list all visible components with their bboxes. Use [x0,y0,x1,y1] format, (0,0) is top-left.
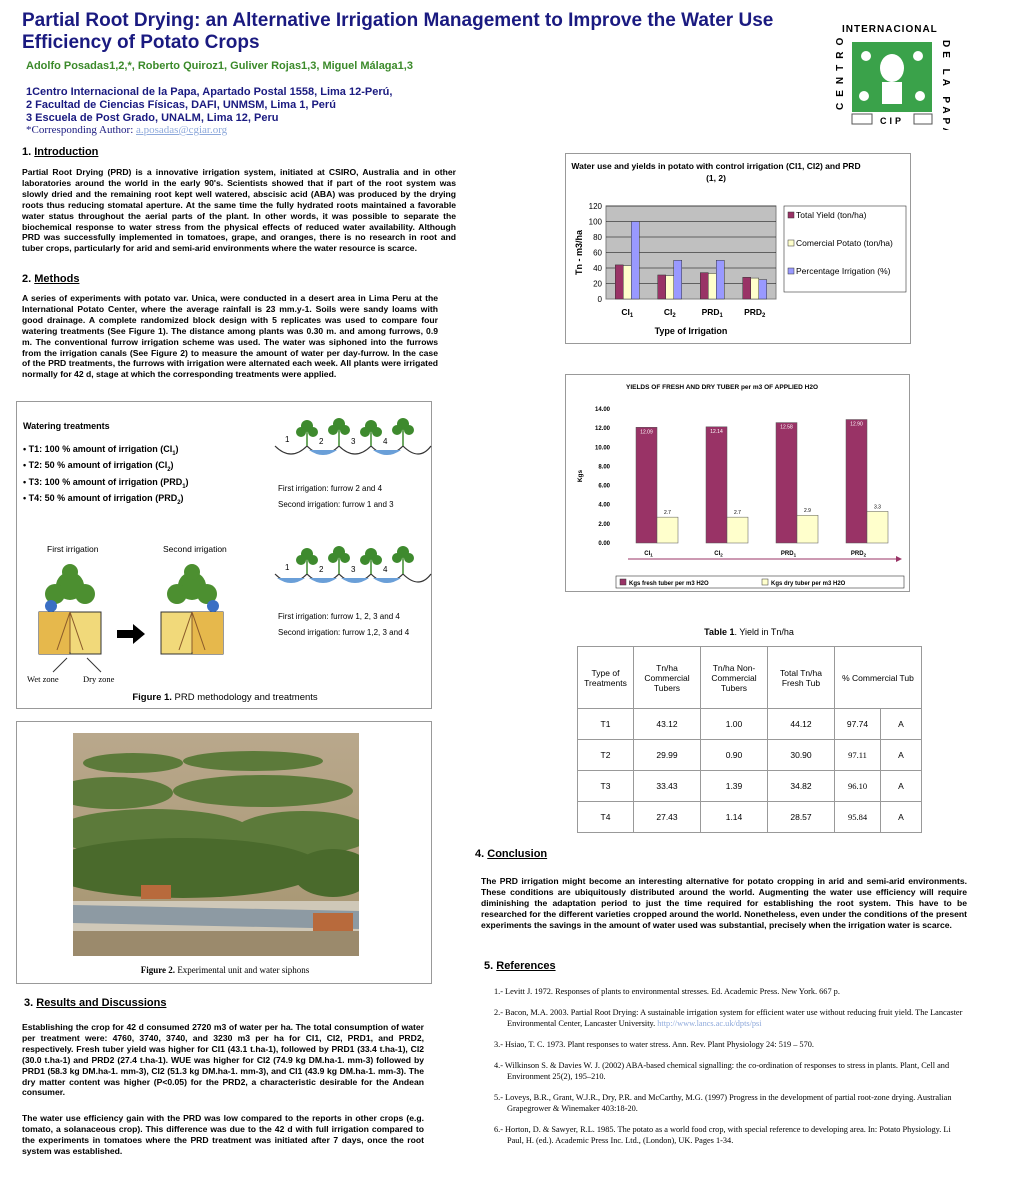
reference-item: 6.- Horton, D. & Sawyer, R.L. 1985. The potato as a world food crop, with special reference to developing area. In: Potato Physiology. Li Paul, H. (ed.). Academic Press Inc. Ltd., (London), UK. Pages 1-34. [494,1125,951,1145]
furrow-number-1: 1 [285,435,290,444]
chart2-x-tick-label: $CI_1$ [644,551,653,558]
cip-logo [830,10,960,130]
chart1-legend-swatch [788,212,794,218]
chart1-legend-label: Percentage Irrigation (%) [796,266,891,276]
chart2-bar-0 [846,420,867,543]
figure-1-caption: Figure 1. PRD methodology and treatments [132,692,318,703]
chart2-bar-1 [797,515,818,543]
yield-table [577,646,922,833]
chart2-legend-swatch [762,579,768,585]
chart1-y-tick-label: 0 [597,295,602,304]
logo-text-right: DE LA PAPA [940,40,951,130]
chart2-legend-label: Kgs fresh tuber per m3 H2O [629,581,709,587]
furrow-number-2: 2 [319,437,324,446]
chart2-data-label: 2.7 [734,510,741,517]
table-header: % Commercial Tub [835,647,922,709]
chart1-bar-2 [759,280,767,299]
chart1-bar-2 [716,260,724,299]
chart1-x-tick-label: $PRD_2$ [744,307,766,319]
intro-heading-label: Introduction [34,146,99,158]
chart2-title: YIELDS OF FRESH AND DRY TUBER per m3 OF APPLIED H2O [625,384,819,391]
prd-note-second: Second irrigation: furrow 1 and 3 [278,500,394,509]
wet-zone-label: Wet zone [27,674,59,684]
chart1-x-axis-label: Type of Irrigation [654,326,728,336]
chart1-legend-label: Total Yield (ton/ha) [796,210,867,220]
furrow-number-2b: 2 [319,565,324,574]
furrow-diagram-ci [273,534,433,594]
table-row: T4 27.43 1.14 28.57 95.84 A [578,802,922,833]
chart2-bar-1 [727,517,748,543]
field-photo [73,733,359,956]
chart1-bar-0 [743,277,751,299]
chart1-legend-swatch [788,268,794,274]
figure-2-caption: Figure 2. Experimental unit and water siphons [140,965,310,975]
chart1-bar-1 [708,273,716,299]
chart1-bar-0 [700,273,708,299]
furrow-number-4b: 4 [383,565,388,574]
conclusion-text: The PRD irrigation might become an interesting alternative for potato cropping in arid and semi-arid environments. These conditions are ubiquitously distributed around the world. Augmenting the water use efficiency will require diminishing the adaptation period to just the time required for establishing the root system. This have to be researched for the different varieties cropped around the world. Nonetheless, even under the conditions of the present experiments the savings in the amount of water used was substantial, precisely when the irrigation water is scarce. [481,876,967,930]
chart2-y-tick-label: 8.00 [598,464,610,471]
chart1-legend-swatch [788,240,794,246]
chart1-bar-2 [631,222,639,300]
results-paragraph-2: The water use efficiency gain with the PRD was low compared to the reports in other crops (e.g. tomato, a solanaceous crop). This difference was due to the 42 d with full irrigation compared to the experiments in tomatoes where the PRD treatment was initiated after 7 days, once the root system was established. [22,1113,424,1156]
chart2-legend-swatch [620,579,626,585]
chart2-y-tick-label: 4.00 [598,502,610,509]
chart2-data-label: 3.3 [874,504,881,511]
chart1-title: Water use and yields in potato with control irrigation (CI1, CI2) and PRD (1, 2) [571,161,861,183]
chart2-y-tick-label: 14.00 [594,407,610,413]
chart2-bar-1 [867,511,888,543]
chart2-plot [566,375,911,593]
chart2-y-tick-label: 10.00 [594,445,610,452]
intro-heading: 1. Introduction [22,146,99,158]
references-list [494,986,964,1156]
chart2-data-label: 2.7 [664,510,671,517]
methods-heading: 2. Methods [22,273,80,285]
furrow-number-3: 3 [351,437,356,446]
affiliations [26,86,392,125]
chart2-x-tick-label: $PRD_1$ [780,551,797,558]
intro-text: Partial Root Drying (PRD) is a innovative irrigation system, initiated at CSIRO, Australia and in other laboratories around the world in the early 90's. Scientists showed that if part of the root system was slowly dried and the remaining root kept well watered, abscisic acid (ABA) was produced by the drying roots thus reducing stomatal aperture. At the same time the fully hydrated roots maintained a favorable water status throughout the aerial parts of the plant. In other words, it was possible to separate the biochemical response to water stress from the physical effects of reduced water availability. Although PRD was successfully implemented in tomatoes, grape, and oranges, there is no research in root and tuber crops, particularly for arid and semi-arid environments where the water resource is scarce. [22,167,456,254]
treatment-t4: • T4: 50 % amount of irrigation $(PRD_2)$ [23,492,184,506]
chart1-legend-label: Comercial Potato (ton/ha) [796,238,893,248]
furrow-number-4: 4 [383,437,388,446]
dry-zone-label: Dry zone [83,674,115,684]
yield-per-water-chart [565,374,910,592]
figure-2 [16,721,432,984]
chart2-bar-0 [636,427,657,543]
chart2-data-label: 12.58 [780,424,793,431]
furrow-diagram-prd [273,406,433,466]
chart2-y-axis-label: Kgs [577,469,584,483]
treatment-list [23,444,189,509]
chart1-y-tick-label: 40 [593,264,602,273]
treatment-t3: • T3: 100 % amount of irrigation $(PRD_1)$ [23,476,189,490]
methods-heading-label: Methods [34,273,80,285]
reference-item: 5.- Loveys, B.R., Grant, W.J.R., Dry, P.R. and McCarthy, M.G. (1997) Progress in the development of partial root-zone drying. Australian Grapegrower & Winemaker 403:18-20. [494,1093,952,1113]
results-heading-label: Results and Discussions [36,997,167,1009]
references-heading-label: References [496,960,556,972]
table-header: Tn/ha Commercial Tubers [634,647,701,709]
chart2-bar-0 [706,427,727,543]
reference-item: 1.- Levitt J. 1972. Responses of plants to environmental stresses. Ed. Academic Press. New York. 667 p. [494,987,840,996]
table-header: Total Tn/ha Fresh Tub [768,647,835,709]
reference-link[interactable]: http://www.lancs.ac.uk/dpts/psi [657,1019,762,1028]
table-1-caption: Table 1. Yield in Tn/ha [704,627,794,637]
table-row: T2 29.99 0.90 30.90 97.11 A [578,740,922,771]
second-irrigation-label: Second irrigation [163,544,227,554]
logo-text-bottom: CIP [880,116,905,126]
chart2-y-tick-label: 2.00 [598,521,610,528]
treatment-t1: • T1: 100 % amount of irrigation $(CI_1)$ [23,444,179,457]
table-header: Type of Treatments [578,647,634,709]
conclusion-heading-label: Conclusion [487,848,548,860]
chart2-y-tick-label: 12.00 [594,426,610,433]
chart1-bar-1 [666,276,674,299]
chart1-bar-1 [623,266,631,299]
table-header: Tn/ha Non-Commercial Tubers [701,647,768,709]
chart2-data-label: 12.09 [640,429,653,436]
ci-note-first: First irrigation: furrow 1, 2, 3 and 4 [278,612,400,621]
chart2-arrow-head [896,556,902,562]
corresponding-author [26,124,227,136]
watering-treatments-title: Watering treatments [23,421,110,431]
chart1-bar-0 [615,265,623,299]
furrow-number-3b: 3 [351,565,356,574]
chart2-data-label: 12.14 [710,428,723,435]
prd-note-first: First irrigation: furrow 2 and 4 [278,484,383,493]
chart1-bar-1 [751,278,759,299]
chart1-y-tick-label: 100 [588,217,602,227]
chart1-x-tick-label: $CI_2$ [663,307,676,319]
chart1-y-tick-label: 120 [588,202,602,211]
affiliation-1: 1Centro Internacional de la Papa, Apartado Postal 1558, Lima 12-Perú, [26,86,393,98]
chart2-y-tick-label: 6.00 [598,483,610,490]
affiliation-2: 2 Facultad de Ciencias Físicas, DAFI, UNMSM, Lima 1, Perú [26,99,336,111]
chart2-legend-label: Kgs dry tuber per m3 H2O [771,581,846,587]
conclusion-heading: 4. Conclusion [475,848,548,860]
affiliation-3: 3 Escuela de Post Grado, UNALM, Lima 12, Peru [26,112,279,124]
chart2-y-tick-label: 0.00 [598,541,610,547]
reference-item: 4.- Wilkinson S. & Davies W. J. (2002) ABA-based chemical signalling: the co-ordination of responses to stress in plants. Plant, Cell and Environment 25(2), 195–210. [494,1061,950,1081]
chart2-bar-1 [657,517,678,543]
first-irrigation-label: First irrigation [47,544,99,554]
chart1-y-tick-label: 80 [593,233,602,242]
chart1-bar-0 [658,275,666,299]
chart1-y-axis-label: Tn - m3/ha [574,229,584,276]
corresponding-email-link[interactable]: a.posadas@cgiar.org [136,124,228,136]
references-heading: 5. References [484,960,556,972]
zone-pointers [27,656,127,676]
root-zone-diagram [35,562,255,662]
chart2-x-tick-label: $CI_2$ [714,551,723,558]
methods-text: A series of experiments with potato var. Unica, were conducted in a desert area in Lima Peru at the International Potato Center, where the average rainfall is 23 mm.y-1. Soils were sandy loams with good drainage. A complete randomized block design with 5 replicates was used to compare four watering treatments (See Figure 1). The distance among plants was 0.30 m. and among furrows, 0.9 m. The conventional furrow irrigation scheme was used. The water was siphoned into the furrows from the irrigation canals (See Figure 2) to measure the amount of water per day-furrow. In the case of the PRD treatments, the furrows with irrigation were alternated each week. All plants were irrigated normally for 42 d, stage at which the corresponding treatments were applied. [22,293,438,380]
water-use-chart [565,153,911,344]
reference-item: 2.- Bacon, M.A. 2003. Partial Root Drying: A sustainable irrigation system for efficient water use without reducing fruit yield. The Lancaster Environmental Center, Lancaster University. http://www.lancs.ac.uk/dpts/psi [494,1008,963,1028]
logo-text-top: INTERNACIONAL [842,24,938,35]
chart1-x-tick-label: $PRD_1$ [701,307,723,319]
chart2-bar-0 [776,423,797,543]
chart2-x-tick-label: $PRD_2$ [850,551,867,558]
corresponding-label: *Corresponding Author: [26,124,134,136]
results-heading: 3. Results and Discussions [24,997,167,1009]
chart1-y-tick-label: 20 [593,279,602,289]
chart2-data-label: 12.90 [850,421,863,428]
figure-1 [16,401,432,709]
authors: Adolfo Posadas1,2,*, Roberto Quiroz1, Guliver Rojas1,3, Miguel Málaga1,3 [26,60,413,72]
ci-note-second: Second irrigation: furrow 1,2, 3 and 4 [278,628,410,637]
table-row: T1 43.12 1.00 44.12 97.74 A [578,709,922,740]
results-paragraph-1: Establishing the crop for 42 d consumed 2720 m3 of water per ha. The total consumption of water per treatment were: 4760, 3740, 3740, and 3230 m3 per ha for CI1, CI2, PRD1, and PRD2, respectively. Fresh tuber yield was higher for CI1 (43.1 t.ha-1), followed by PRD1 (33.4 t.ha-1), CI2 (30.0 t.ha-1) and PRD2 (27.4 t.ha-1). WUE was higher for CI2 (74.9 kg DM.ha-1. mm-3) followed by PRD1 (58.3 kg DM.ha-1. mm-3), CI2 (51.3 kg DM.ha-1. mm-3), and CI1 (43.9 kg DM.ha-1. mm-3). The dry matter content was higher (P<0.05) for the PRD2, a characteristic desirable for the Andean consumer. [22,1022,424,1098]
chart1-x-tick-label: $CI_1$ [621,307,634,319]
reference-item: 3.- Hsiao, T. C. 1973. Plant responses to water stress. Ann. Rev. Plant Physiology 24: 519 – 570. [494,1040,814,1049]
logo-text-left: CENTRO [835,31,846,110]
treatment-t2: • T2: 50 % amount of irrigation $(CI_2)$ [23,460,174,474]
chart1-bar-2 [674,260,682,299]
table-header-row [578,647,922,709]
table-row: T3 33.43 1.39 34.82 96.10 A [578,771,922,802]
chart1-y-tick-label: 60 [593,248,602,258]
poster-title: Partial Root Drying: an Alternative Irrigation Management to Improve the Water Use Efficiency of Potato Crops [22,10,774,53]
chart2-data-label: 2.9 [804,508,811,515]
furrow-number-1b: 1 [285,563,290,572]
chart1-plot [566,154,912,345]
